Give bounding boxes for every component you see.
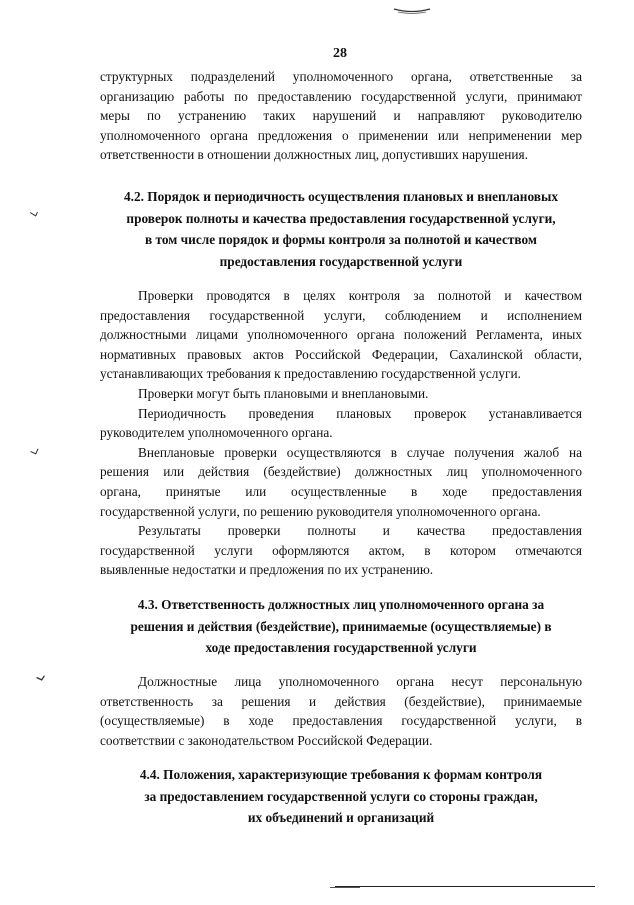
text-line: соответствии с законодательством Российской Федерации.	[100, 732, 433, 748]
text-line: уполномоченного органа предложения о применении или неприменении мер	[100, 127, 582, 143]
heading-line: ходе предоставления государственной услуги	[205, 640, 477, 655]
text-line: Результаты проверки полноты и качества предоставления	[138, 523, 582, 539]
text-line: Должностные лица уполномоченного органа несут персональную	[138, 674, 582, 689]
text-line: Внеплановые проверки осуществляются в случае получения жалоб на	[138, 444, 582, 460]
section-4-3-body	[100, 672, 582, 750]
text-line: ответственность за решения и действия (бездействие), принимаемые	[100, 693, 582, 709]
text-line: предоставления государственной услуги, соблюдением и исполнением	[100, 307, 582, 323]
page-number: 28	[333, 46, 347, 61]
text-line: нормативных правовых актов Российской Федерации, Сахалинской области,	[100, 346, 582, 362]
text-line: Проверки проводятся в целях контроля за полнотой и качеством	[138, 288, 582, 303]
intro-paragraph	[100, 67, 582, 165]
paragraph	[100, 443, 582, 521]
section-4-2-body	[100, 286, 582, 580]
heading-line: решения и действия (бездействие), принимаемые (осуществляемые) в	[130, 618, 552, 634]
text-line: решения или действия (бездействие) должностных лиц уполномоченного	[100, 464, 582, 480]
text-line: Проверки могут быть плановыми и внеплановыми.	[138, 385, 429, 401]
paragraph	[100, 384, 582, 404]
text-line: структурных подразделений уполномоченного органа, ответственные за	[100, 69, 582, 84]
paragraph	[100, 521, 582, 580]
margin-tick-mark	[29, 209, 41, 220]
text-line: органа, принятые или осуществленные в ходе предоставления	[100, 483, 582, 499]
paragraph	[100, 404, 582, 443]
footer-rule	[330, 887, 360, 888]
section-4-4-heading	[100, 764, 582, 829]
section-4-3-heading	[100, 594, 582, 659]
text-line: устанавливающих требования к предоставлению государственной услуги.	[100, 366, 521, 382]
top-pen-mark	[392, 6, 432, 16]
paragraph	[100, 286, 582, 384]
heading-line: предоставления государственной услуги	[219, 253, 463, 269]
heading-line: проверок полноты и качества предоставления государственной услуги,	[126, 210, 556, 226]
text-line: ответственности в отношении должностных лиц, допустивших нарушения.	[100, 147, 528, 163]
text-line: должностными лицами уполномоченного органа положений Регламента, иных	[100, 327, 582, 343]
heading-line: 4.3. Ответственность должностных лиц уполномоченного органа за	[137, 597, 545, 612]
section-4-2-heading	[100, 186, 582, 272]
footer-rule	[335, 886, 595, 887]
text-line: выявленные недостатки и предложения по их устранению.	[100, 562, 434, 578]
heading-line: за предоставлением государственной услуги со стороны граждан,	[144, 788, 538, 804]
text-line: государственной услуги оформляются актом, в котором отмечаются	[100, 542, 582, 558]
text-line: (осуществляемые) в ходе предоставления государственной услуги, в	[100, 713, 582, 729]
text-line: меры по устранению таких нарушений и направляют руководителю	[100, 108, 582, 124]
text-line: государственной услуги, по решению руководителя уполномоченного органа.	[100, 503, 541, 519]
heading-line: 4.2. Порядок и периодичность осуществления плановых и внеплановых	[124, 189, 558, 204]
margin-tick-mark	[29, 447, 41, 458]
text-line: организацию работы по предоставлению государственной услуги, принимают	[100, 88, 582, 104]
text-line: руководителем уполномоченного органа.	[100, 425, 333, 441]
heading-line: 4.4. Положения, характеризующие требования к формам контроля	[139, 767, 543, 782]
heading-line: в том числе порядок и формы контроля за полнотой и качеством	[145, 232, 537, 247]
text-line: Периодичность проведения плановых проверок устанавливается	[138, 405, 582, 421]
margin-tick-mark	[35, 673, 47, 684]
heading-line: их объединений и организаций	[247, 810, 435, 825]
